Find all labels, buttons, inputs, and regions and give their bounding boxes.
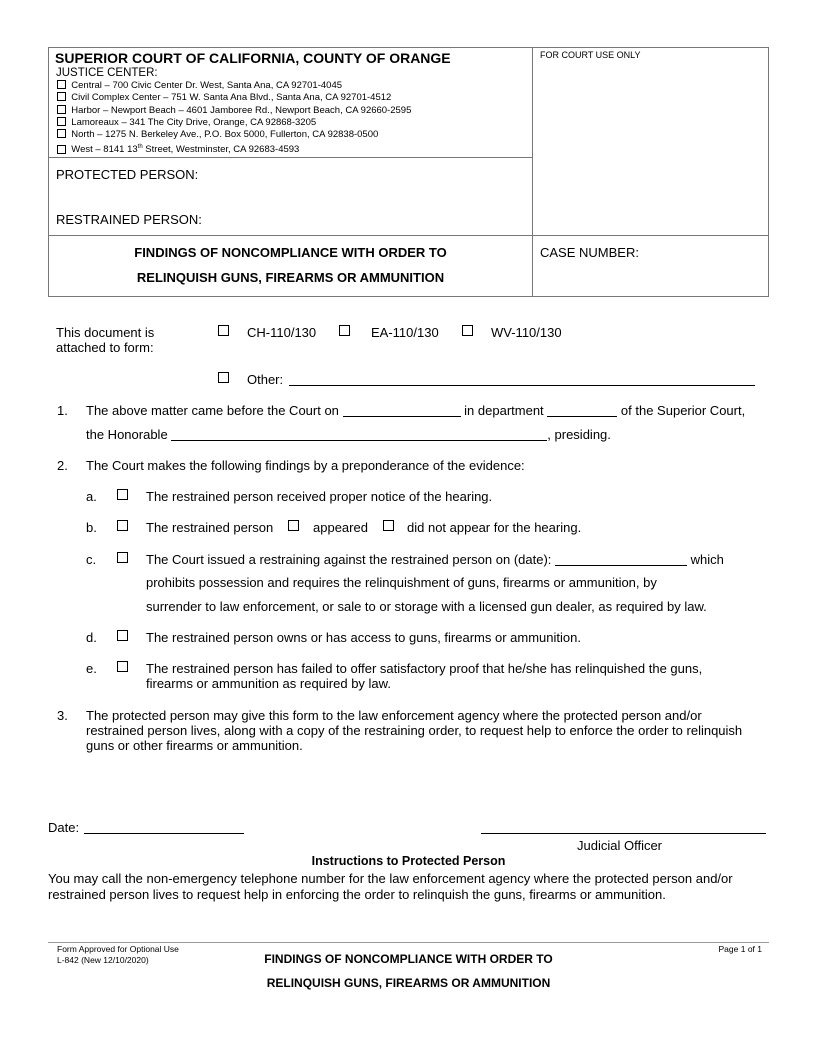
center-lamoreaux[interactable]: Lamoreaux – 341 The City Drive, Orange, CA 92868-3205 xyxy=(57,117,411,129)
item2b-letter: b. xyxy=(86,520,97,535)
center-harbor[interactable]: Harbor – Newport Beach – 4601 Jamboree Rd., Newport Beach, CA 92660-2595 xyxy=(57,105,411,117)
item2d-text: The restrained person owns or has access to guns, firearms or ammunition. xyxy=(146,630,581,645)
footer-divider xyxy=(48,942,769,943)
lamoreaux-checkbox[interactable] xyxy=(57,117,66,126)
footer-page: Page 1 of 1 xyxy=(718,944,762,954)
other-field[interactable] xyxy=(289,385,755,386)
footer-title-line2: RELINQUISH GUNS, FIREARMS OR AMMUNITION xyxy=(266,976,551,990)
form-title-line1: FINDINGS OF NONCOMPLIANCE WITH ORDER TO xyxy=(134,245,447,260)
item1-number: 1. xyxy=(57,403,68,418)
department-field[interactable] xyxy=(547,404,617,417)
hearing-date-field[interactable] xyxy=(343,404,461,417)
justice-center-label: JUSTICE CENTER: xyxy=(56,67,158,79)
attached-label: This document is attached to form: xyxy=(56,325,155,355)
date-label: Date: xyxy=(48,820,80,835)
justice-center-list xyxy=(57,80,411,157)
did-not-appear-checkbox[interactable] xyxy=(383,520,394,531)
item2c-letter: c. xyxy=(86,552,97,567)
court-use-label: FOR COURT USE ONLY xyxy=(540,50,641,60)
failed-proof-checkbox[interactable] xyxy=(117,661,128,672)
ea-110-checkbox[interactable] xyxy=(339,325,350,336)
center-civil-complex[interactable]: Civil Complex Center – 751 W. Santa Ana Blvd., Santa Ana, CA 92701-4512 xyxy=(57,92,411,104)
restrained-person-label: RESTRAINED PERSON: xyxy=(56,212,202,227)
civil-complex-checkbox[interactable] xyxy=(57,92,66,101)
appeared-checkbox[interactable] xyxy=(288,520,299,531)
item2a-text: The restrained person received proper notice of the hearing. xyxy=(146,489,493,504)
north-checkbox[interactable] xyxy=(57,129,66,138)
footer-form-id: L-842 (New 12/10/2020) xyxy=(57,955,149,965)
center-central[interactable]: Central – 700 Civic Center Dr. West, Santa Ana, CA 92701-4045 xyxy=(57,80,411,92)
honorable-field[interactable] xyxy=(171,428,547,441)
item3-number: 3. xyxy=(57,708,68,723)
central-checkbox[interactable] xyxy=(57,80,66,89)
item2-intro: The Court makes the following findings by a preponderance of the evidence: xyxy=(86,458,525,473)
notice-checkbox[interactable] xyxy=(117,489,128,500)
ea-110-label: EA-110/130 xyxy=(371,325,439,340)
form-title-line2: RELINQUISH GUNS, FIREARMS OR AMMUNITION xyxy=(136,270,445,285)
item2d-letter: d. xyxy=(86,630,97,645)
judicial-officer-label: Judicial Officer xyxy=(577,838,663,853)
item2e-text: The restrained person has failed to offer satisfactory proof that he/she has relinquished the guns, firearms or ammunition as required by law. xyxy=(146,661,703,691)
restraining-date-field[interactable] xyxy=(555,553,687,566)
footer-title-line1: FINDINGS OF NONCOMPLIANCE WITH ORDER TO xyxy=(264,952,553,966)
wv-110-label: WV-110/130 xyxy=(491,325,562,340)
judicial-officer-signature-line[interactable] xyxy=(481,833,766,834)
other-checkbox[interactable] xyxy=(218,372,229,383)
did-not-appear-label: did not appear for the hearing. xyxy=(407,520,582,535)
caption-divider-left-1 xyxy=(48,157,533,158)
caption-divider-full xyxy=(48,235,769,236)
item2b-text: The restrained person xyxy=(146,520,274,535)
harbor-checkbox[interactable] xyxy=(57,105,66,114)
item2c-line2: prohibits possession and requires the relinquishment of guns, firearms or ammunition, by xyxy=(146,575,657,590)
wv-110-checkbox[interactable] xyxy=(462,325,473,336)
item2a-letter: a. xyxy=(86,489,97,504)
case-number-label: CASE NUMBER: xyxy=(540,245,639,260)
center-west[interactable]: West – 8141 13th Street, Westminster, CA 92683-4593 xyxy=(57,141,411,156)
court-name: SUPERIOR COURT OF CALIFORNIA, COUNTY OF ORANGE xyxy=(55,50,451,66)
instructions-title: Instructions to Protected Person xyxy=(311,854,506,868)
item1-line1: The above matter came before the Court on in department of the Superior Court, xyxy=(86,403,746,418)
ch-110-checkbox[interactable] xyxy=(218,325,229,336)
date-field[interactable] xyxy=(84,833,244,834)
item1-line2: the Honorable , presiding. xyxy=(86,427,611,442)
ch-110-label: CH-110/130 xyxy=(247,325,317,340)
other-label: Other: xyxy=(247,372,284,387)
restrained-attendance-checkbox[interactable] xyxy=(117,520,128,531)
item2-number: 2. xyxy=(57,458,68,473)
center-north[interactable]: North – 1275 N. Berkeley Ave., P.O. Box 5000, Fullerton, CA 92838-0500 xyxy=(57,129,411,141)
west-checkbox[interactable] xyxy=(57,145,66,154)
appeared-label: appeared xyxy=(313,520,368,535)
item2c-line1: The Court issued a restraining against the restrained person on (date): which xyxy=(146,552,724,567)
protected-person-label: PROTECTED PERSON: xyxy=(56,167,199,182)
restraining-order-checkbox[interactable] xyxy=(117,552,128,563)
footer-approved: Form Approved for Optional Use xyxy=(57,944,179,954)
item3-text: The protected person may give this form to the law enforcement agency where the protected person and/or restrained person lives, along with a copy of the restraining order, to request help to enforce the order to relinquish guns or other firearms or ammunition. xyxy=(86,708,743,753)
owns-guns-checkbox[interactable] xyxy=(117,630,128,641)
instructions-text: You may call the non-emergency telephone number for the law enforcement agency where the protected person and/or restrained person lives to request help in enforcing the order to relinquish the guns, firearms or ammunition. xyxy=(48,871,733,902)
item2c-line3: surrender to law enforcement, or sale to or storage with a licensed gun dealer, as required by law. xyxy=(146,599,707,614)
item2e-letter: e. xyxy=(86,661,97,676)
